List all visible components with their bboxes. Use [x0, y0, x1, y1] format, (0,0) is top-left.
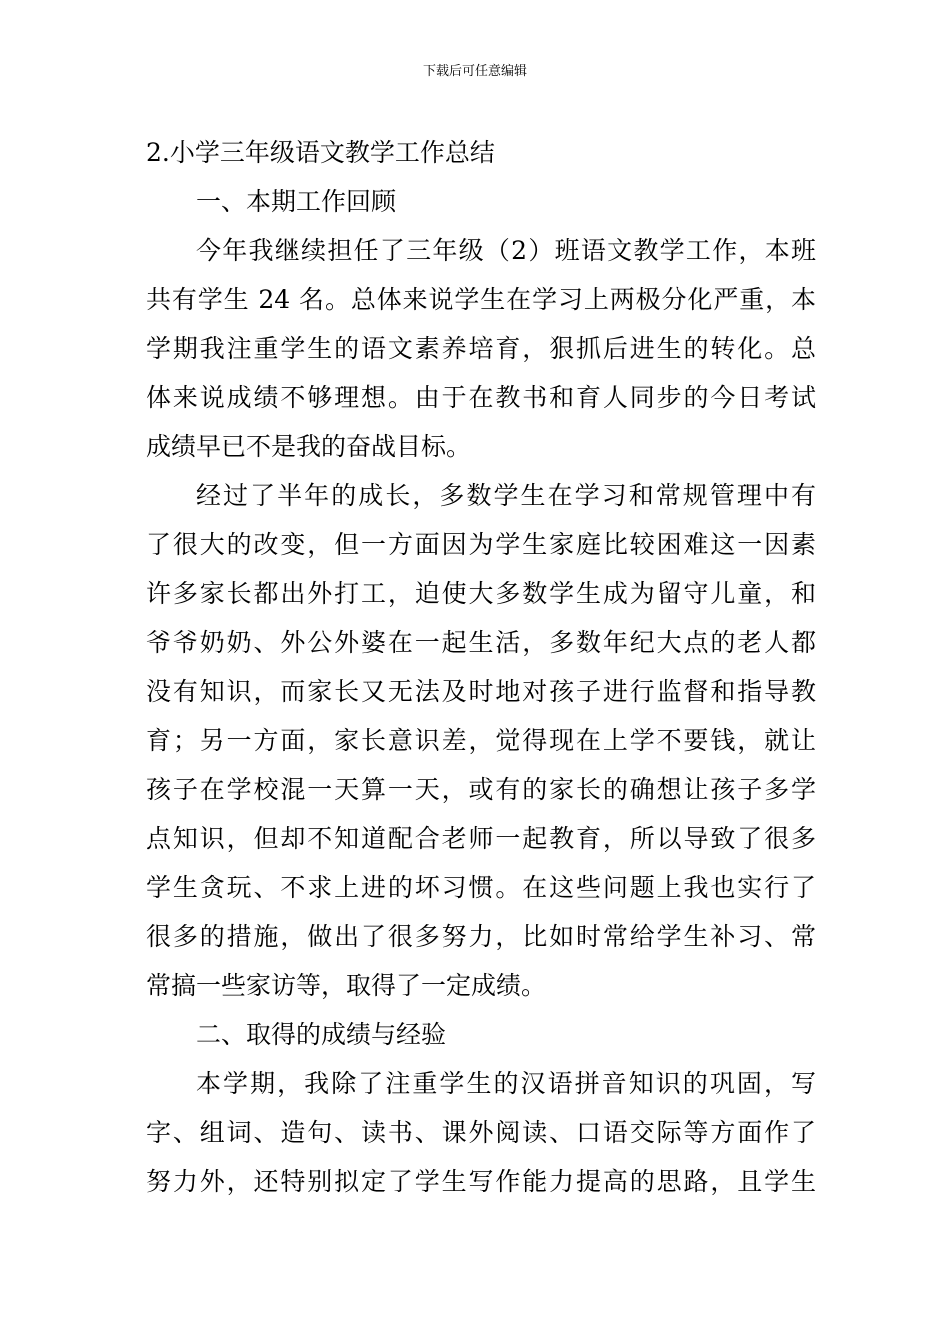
paragraph-line: 爷爷奶奶、外公外婆在一起生活，多数年纪大点的老人都 [146, 628, 816, 657]
paragraph-line: 了很大的改变，但一方面因为学生家庭比较困难这一因素 [146, 530, 816, 559]
paragraph-line: 成绩早已不是我的奋战目标。 [146, 432, 472, 461]
paragraph-line: 今年我继续担任了三年级（2）班语文教学工作，本班 [196, 236, 816, 265]
header-note: 下载后可任意编辑 [422, 64, 527, 79]
paragraph-line: 本学期，我除了注重学生的汉语拼音知识的巩固，写 [196, 1069, 816, 1098]
section-heading-achievements: 二、取得的成绩与经验 [196, 1020, 447, 1049]
paragraph-line: 学期我注重学生的语文素养培育，狠抓后进生的转化。总 [146, 334, 816, 363]
document-title: 2.小学三年级语文教学工作总结 [146, 138, 495, 167]
paragraph-line: 育；另一方面，家长意识差，觉得现在上学不要钱，就让 [146, 726, 816, 755]
paragraph-line: 点知识，但却不知道配合老师一起教育，所以导致了很多 [146, 824, 816, 853]
paragraph-line: 字、组词、造句、读书、课外阅读、口语交际等方面作了 [146, 1118, 816, 1147]
paragraph-line: 很多的措施，做出了很多努力，比如时常给学生补习、常 [146, 922, 816, 951]
paragraph-line: 努力外，还特别拟定了学生写作能力提高的思路，且学生 [146, 1167, 816, 1196]
paragraph-line: 体来说成绩不够理想。由于在教书和育人同步的今日考试 [146, 383, 816, 412]
paragraph-line: 共有学生 24 名。总体来说学生在学习上两极分化严重，本 [146, 285, 816, 314]
paragraph-line: 经过了半年的成长，多数学生在学习和常规管理中有 [196, 481, 816, 510]
paragraph-line: 没有知识，而家长又无法及时地对孩子进行监督和指导教 [146, 677, 816, 706]
document-body [146, 128, 816, 1206]
paragraph-line: 许多家长都出外打工，迫使大多数学生成为留守儿童，和 [146, 579, 816, 608]
section-heading-review: 一、本期工作回顾 [196, 187, 397, 216]
paragraph-line: 孩子在学校混一天算一天，或有的家长的确想让孩子多学 [146, 775, 816, 804]
paragraph-line: 学生贪玩、不求上进的坏习惯。在这些问题上我也实行了 [146, 873, 816, 902]
paragraph-line: 常搞一些家访等，取得了一定成绩。 [146, 971, 547, 1000]
